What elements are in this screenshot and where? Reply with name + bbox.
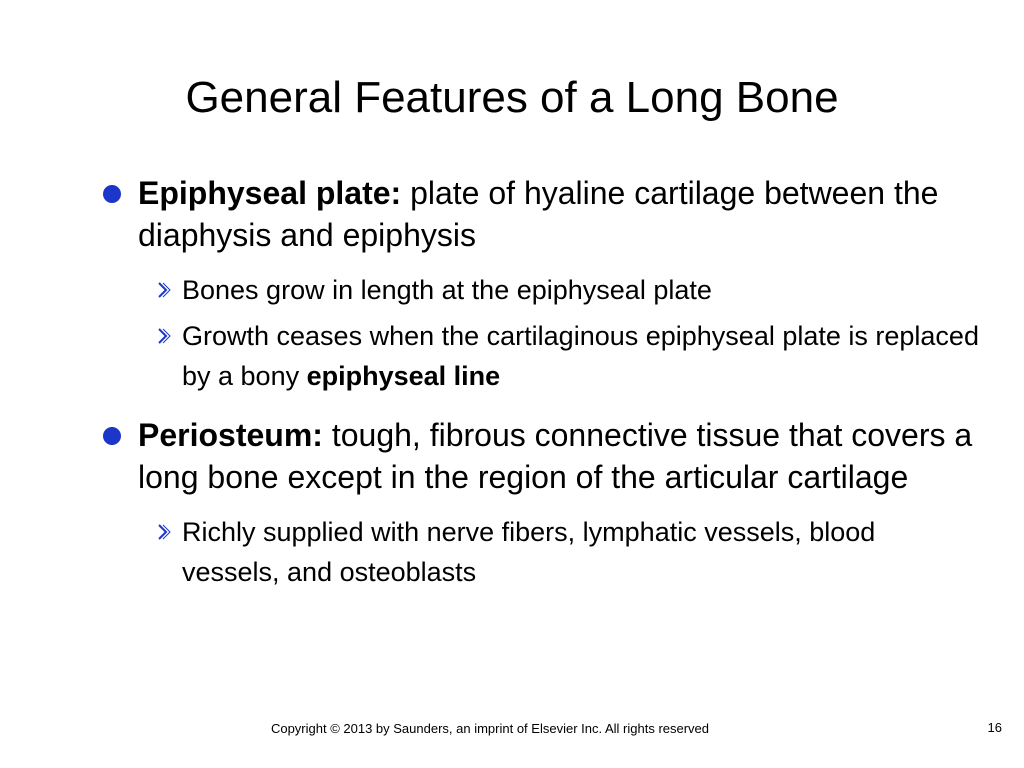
bullet-periosteum: [100, 414, 980, 498]
filled-circle-icon: [103, 427, 121, 445]
bullet-text: tough, fibrous connective tissue that covers a long bone except in the region of the articular cartilage: [138, 417, 973, 495]
sub-bullet-bold-term: epiphyseal line: [306, 361, 501, 391]
bullet-epiphyseal-plate: [100, 172, 980, 256]
bullet-text: plate of hyaline cartilage between the diaphysis and epiphysis: [138, 175, 939, 253]
copyright-footer: Copyright © 2013 by Saunders, an imprint of Elsevier Inc. All rights reserved: [270, 721, 710, 736]
chevron-right-icon: [155, 270, 173, 310]
filled-circle-icon: [103, 185, 121, 203]
sub-bullet-richly-supplied: [100, 512, 980, 592]
sub-bullet-text: Bones grow in length at the epiphyseal plate: [182, 275, 712, 305]
sub-bullet-text: Growth ceases when the cartilaginous epiphyseal plate is replaced by a bony: [182, 321, 979, 391]
slide-content: [100, 172, 980, 598]
bullet-term: Epiphyseal plate:: [138, 175, 402, 211]
slide-title: General Features of a Long Bone: [185, 73, 839, 122]
bullet-term: Periosteum:: [138, 417, 323, 453]
page-number: 16: [987, 720, 1002, 735]
chevron-right-icon: [155, 316, 173, 356]
sub-bullet-text: Richly supplied with nerve fibers, lymphatic vessels, blood vessels, and osteoblasts: [182, 517, 876, 587]
chevron-right-icon: [155, 512, 173, 552]
sub-bullet-grow-length: [100, 270, 980, 310]
sub-bullet-growth-ceases: [100, 316, 980, 396]
